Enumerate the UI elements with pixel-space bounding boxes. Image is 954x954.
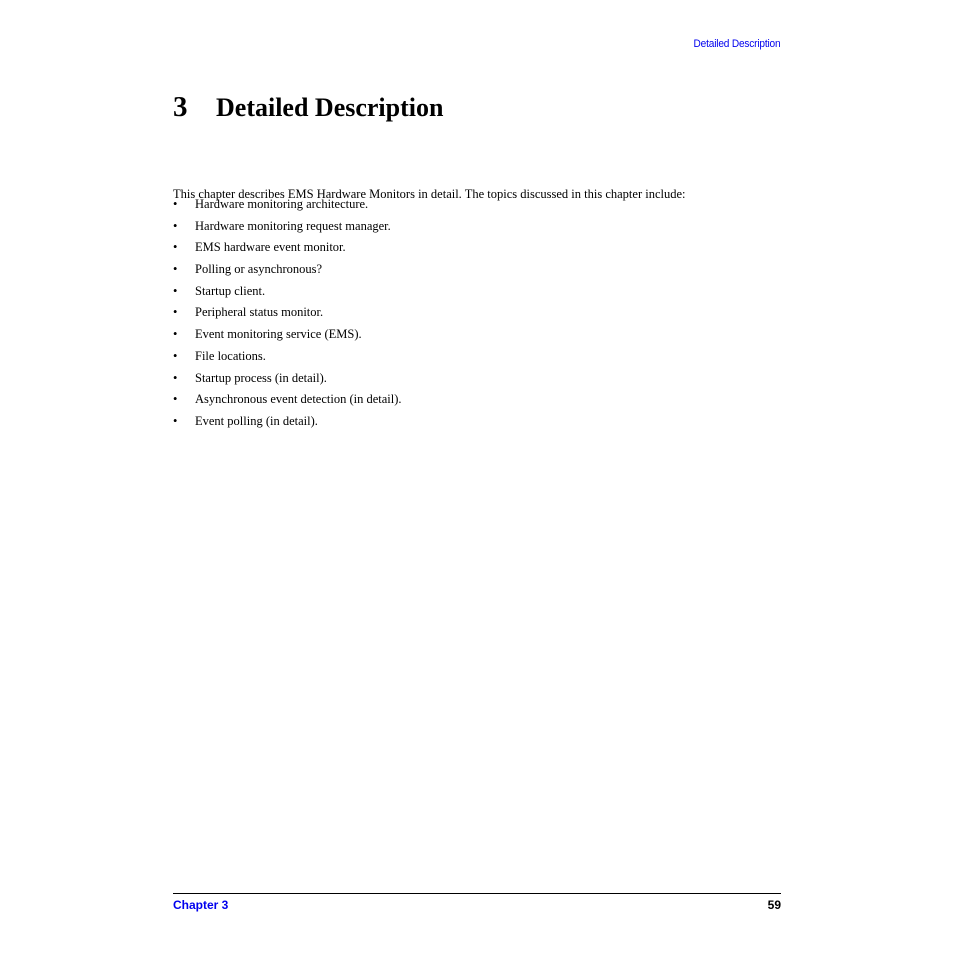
- topic-text: Polling or asynchronous?: [195, 262, 323, 277]
- bullet-icon: •: [173, 370, 178, 385]
- intro-paragraph: This chapter describes EMS Hardware Monitors in detail. The topics discussed in this chapter include:: [173, 186, 686, 201]
- topic-text: Peripheral status monitor.: [195, 305, 324, 320]
- bullet-icon: •: [173, 348, 178, 363]
- topic-text: Hardware monitoring architecture.: [195, 197, 369, 211]
- bullet-icon: •: [173, 218, 178, 233]
- bullet-icon: •: [173, 392, 178, 407]
- bullet-icon: •: [173, 240, 178, 255]
- chapter-title: Detailed Description: [216, 93, 444, 122]
- topic-text: Event monitoring service (EMS).: [195, 327, 362, 342]
- bullet-icon: •: [173, 305, 178, 320]
- topic-text: Hardware monitoring request manager.: [195, 218, 391, 233]
- footer-divider: [173, 893, 781, 894]
- topic-text: Asynchronous event detection (in detail).: [195, 392, 402, 407]
- running-header-link[interactable]: Detailed Description: [693, 38, 780, 50]
- topic-text: File locations.: [195, 348, 266, 363]
- footer-page-number: 59: [767, 898, 781, 912]
- chapter-number: 3: [173, 91, 188, 123]
- bullet-icon: •: [173, 327, 178, 342]
- topic-text: EMS hardware event monitor.: [195, 240, 346, 255]
- topic-text: Startup process (in detail).: [195, 370, 327, 385]
- footer-chapter-link[interactable]: Chapter 3: [173, 898, 229, 912]
- topic-text: Event polling (in detail).: [195, 413, 318, 428]
- bullet-icon: •: [173, 283, 178, 298]
- bullet-icon: •: [173, 262, 178, 277]
- chapter-heading: [173, 90, 443, 125]
- bullet-icon: •: [173, 413, 178, 428]
- topic-text: Startup client.: [195, 283, 266, 298]
- bullet-icon: •: [173, 197, 178, 211]
